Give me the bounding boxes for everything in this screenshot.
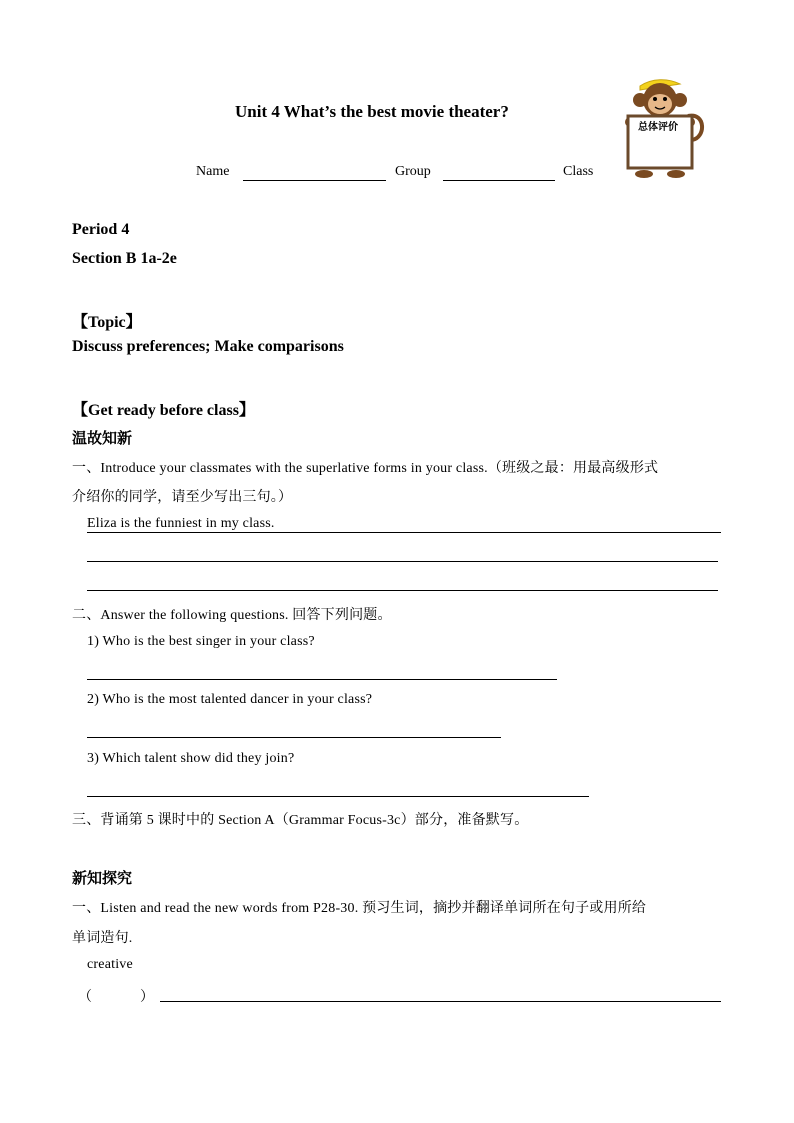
class-label: Class: [563, 164, 594, 179]
paren-open: （: [78, 990, 93, 1005]
name-label: Name: [196, 164, 230, 179]
section-heading: Section B 1a-2e: [72, 250, 177, 267]
task2-instruction: 二、Answer the following questions. 回答下列问题。: [72, 608, 392, 623]
paren-close: ）: [140, 990, 155, 1005]
question-2-answer-line[interactable]: [87, 737, 501, 738]
vocab-word: creative: [87, 957, 133, 972]
question-1-answer-line[interactable]: [87, 679, 557, 680]
page-title: Unit 4 What’s the best movie theater?: [235, 102, 509, 121]
question-3-answer-line[interactable]: [87, 796, 589, 797]
task1-instruction-line1: 一、Introduce your classmates with the superlative forms in your class.（班级之最：用最高级形式: [72, 461, 659, 476]
topic-heading: 【Topic】: [72, 314, 142, 331]
review-heading: 温故知新: [72, 429, 133, 447]
new-knowledge-heading: 新知探究: [72, 869, 133, 887]
name-blank[interactable]: [243, 180, 386, 181]
answer-line-1[interactable]: [87, 532, 721, 533]
task1-instruction-line2: 介绍你的同学，请至少写出三句。）: [72, 490, 293, 505]
question-2: 2) Who is the most talented dancer in your class?: [87, 692, 373, 707]
answer-line-3[interactable]: [87, 590, 718, 591]
topic-text: Discuss preferences; Make comparisons: [72, 338, 344, 355]
period-heading: Period 4: [72, 221, 130, 238]
evaluation-badge: [620, 76, 706, 180]
question-3: 3) Which talent show did they join?: [87, 751, 295, 766]
new-task1-line1: 一、Listen and read the new words from P28-30. 预习生词，摘抄并翻译单词所在句子或用所给: [72, 901, 647, 916]
task1-example: Eliza is the funniest in my class.: [87, 516, 275, 531]
vocab-sentence-line[interactable]: [160, 1001, 721, 1002]
group-label: Group: [395, 164, 431, 179]
question-1: 1) Who is the best singer in your class?: [87, 634, 315, 649]
badge-label: 总体评价: [638, 122, 678, 133]
new-task1-line2: 单词造句.: [72, 931, 133, 946]
answer-line-2[interactable]: [87, 561, 718, 562]
group-blank[interactable]: [443, 180, 555, 181]
get-ready-heading: 【Get ready before class】: [72, 402, 255, 419]
task3-instruction: 三、背诵第 5 课时中的 Section A（Grammar Focus-3c）部分，准备默写。: [72, 813, 529, 828]
